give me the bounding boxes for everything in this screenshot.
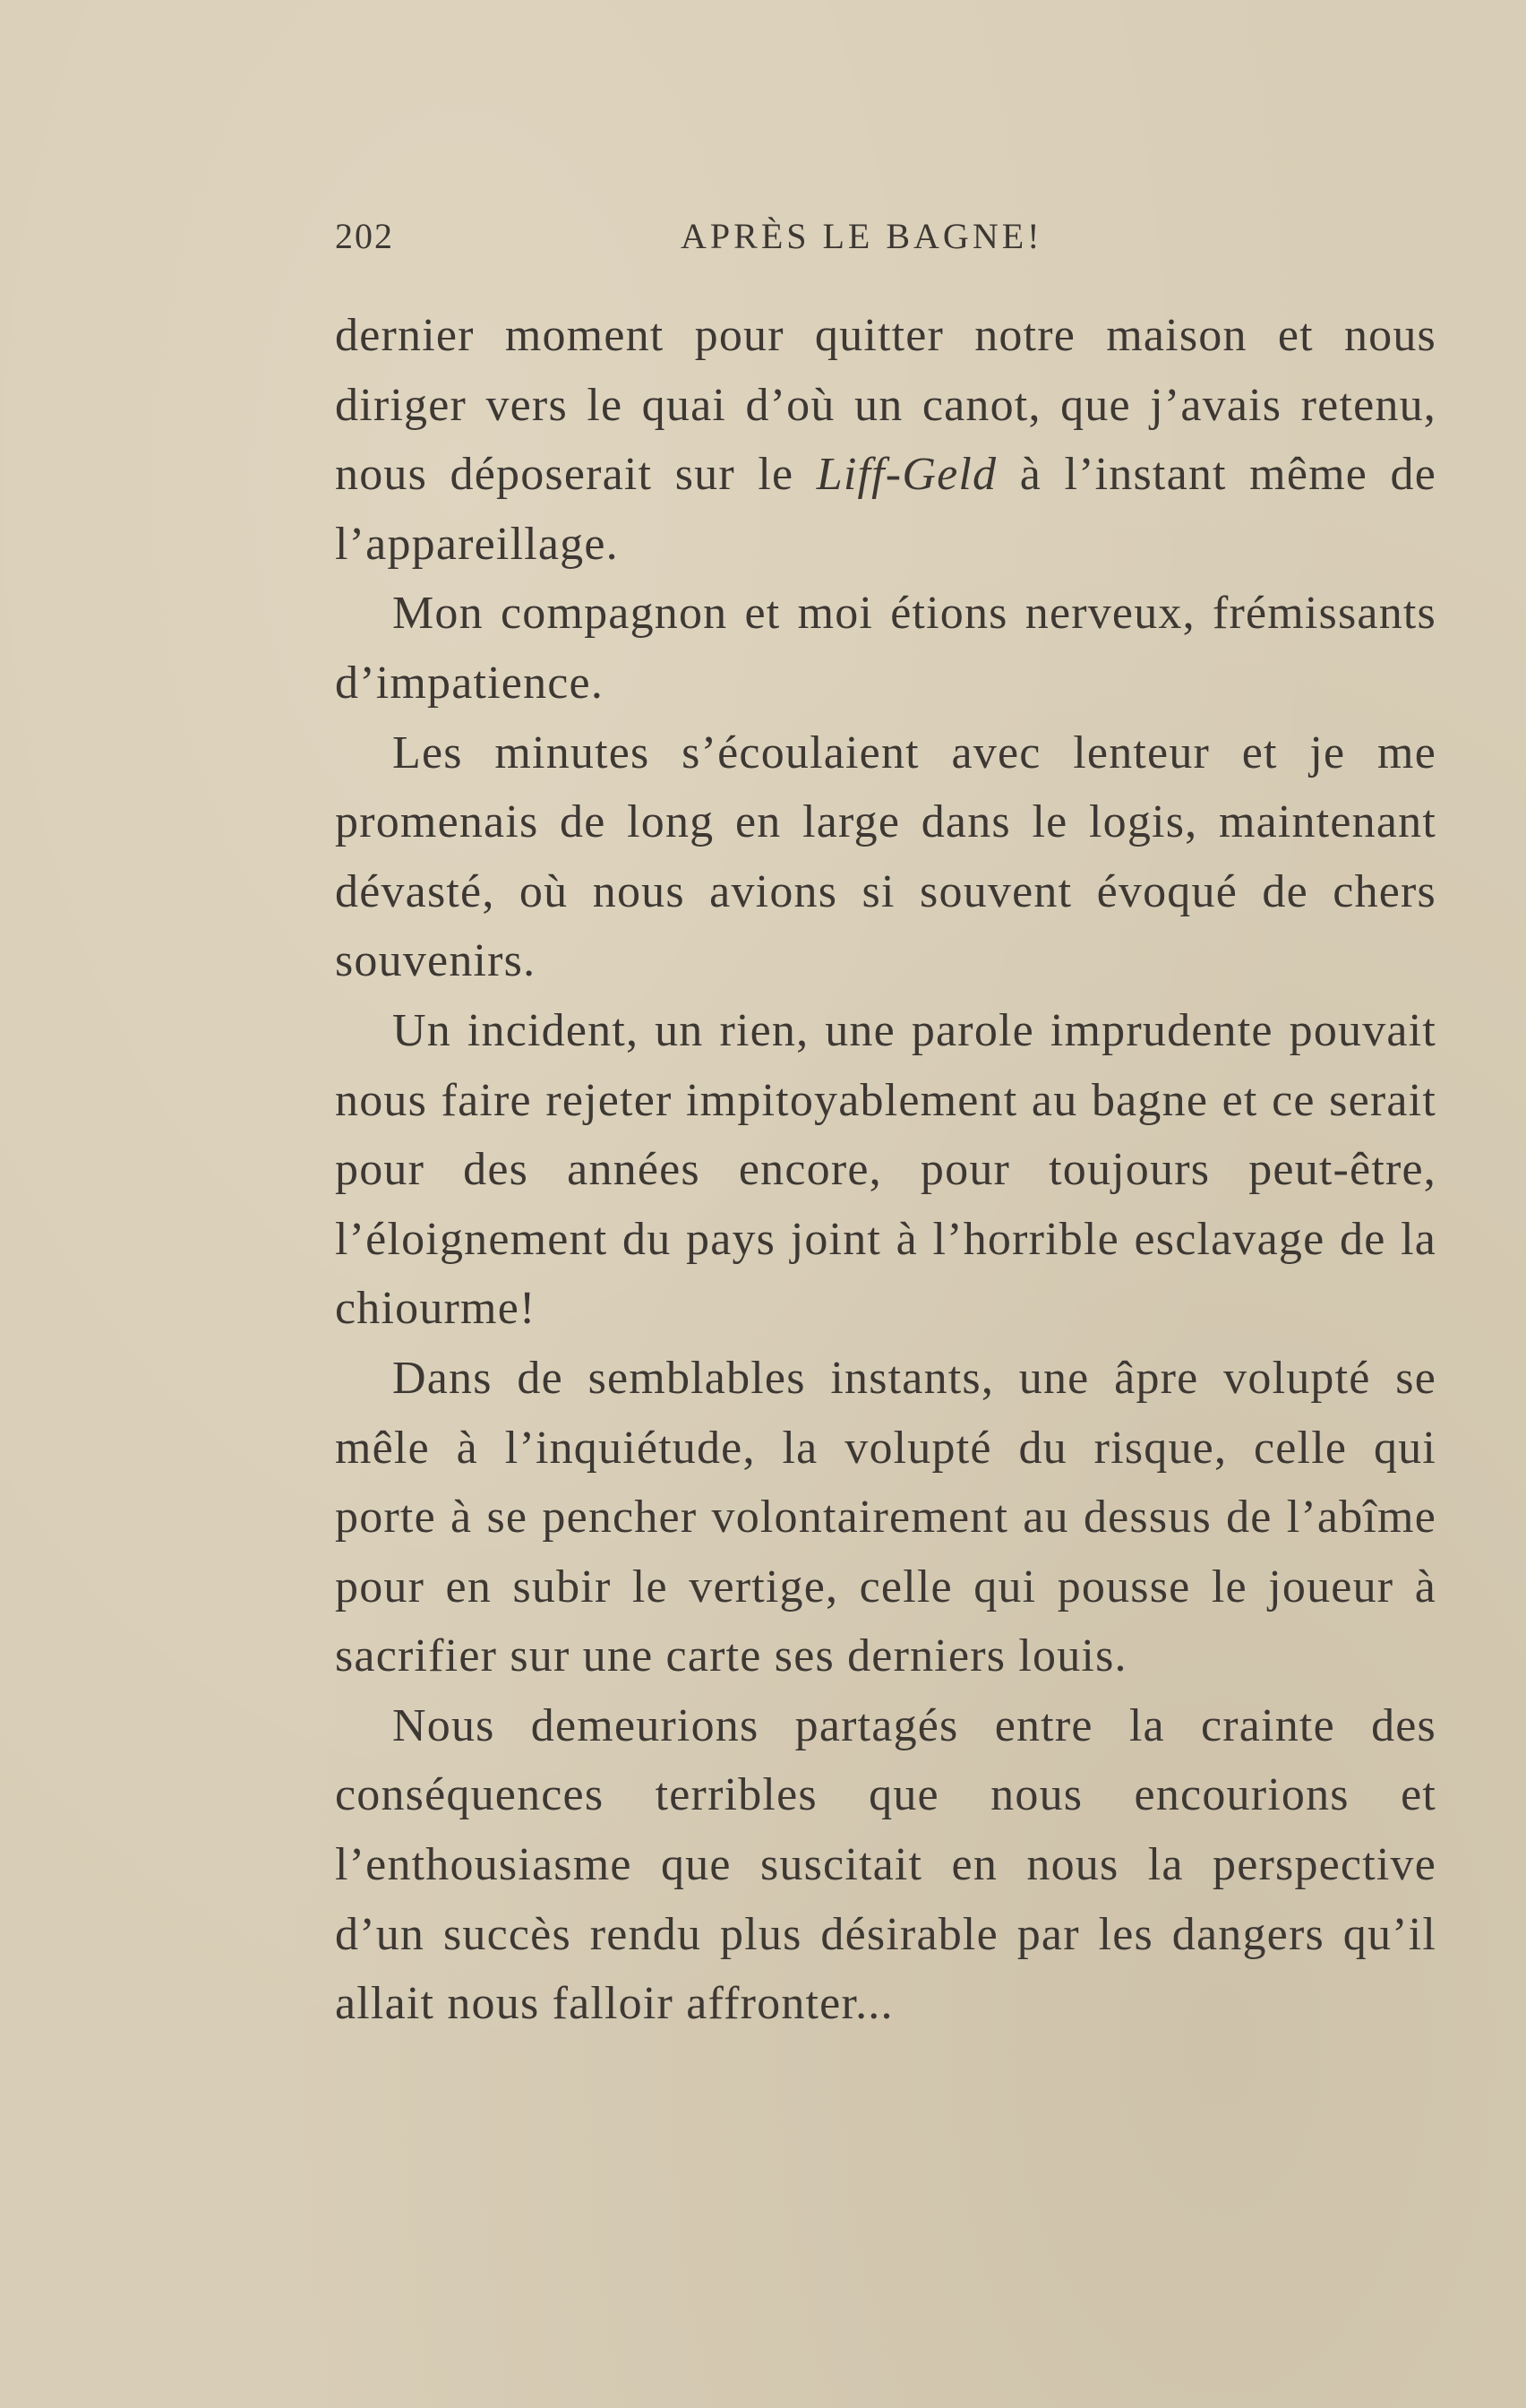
body-text bbox=[335, 301, 1436, 2039]
paragraph: Mon compagnon et moi étions nerveux, frémissants d’impatience. bbox=[335, 588, 1436, 709]
paragraph-text: à l’instant même de l’appareillage. bbox=[335, 449, 1436, 570]
paragraph-text: dernier moment pour quitter notre maison et nous diriger vers le quai d’où un canot, que j’avais retenu, nous déposerait sur le bbox=[335, 310, 1436, 501]
ship-name: Liff-Geld bbox=[816, 449, 998, 501]
running-head bbox=[335, 215, 1436, 269]
page-number: 202 bbox=[335, 216, 394, 256]
paragraph: Dans de semblables instants, une âpre volupté se mêle à l’inquiétude, la volupté du risque, celle qui porte à se pencher volontairement au dessus de l’abîme pour en subir le vertige, celle qui pousse le joueur à sacrifier sur une carte ses derniers louis. bbox=[335, 1352, 1436, 1682]
paragraph: Un incident, un rien, une parole imprudente pouvait nous faire rejeter impitoyablement au bagne et ce serait pour des années encore, pour toujours peut-être, l’éloignement du pays joint à l’horrible esclavage de la chiourme! bbox=[335, 1004, 1436, 1335]
paragraph: Les minutes s’écoulaient avec lenteur et je me promenais de long en large dans le logis, maintenant dévasté, où nous avions si souvent évoqué de chers souvenirs. bbox=[335, 727, 1436, 987]
running-title: APRÈS LE BAGNE! bbox=[681, 216, 1043, 256]
paragraph-continued bbox=[335, 301, 1436, 579]
paragraph: Nous demeurions partagés entre la crainte des conséquences terribles que nous encourions et l’enthousiasme que suscitait en nous la perspective d’un succès rendu plus désirable par les dangers qu’il allait nous falloir affronter... bbox=[335, 1699, 1436, 2030]
